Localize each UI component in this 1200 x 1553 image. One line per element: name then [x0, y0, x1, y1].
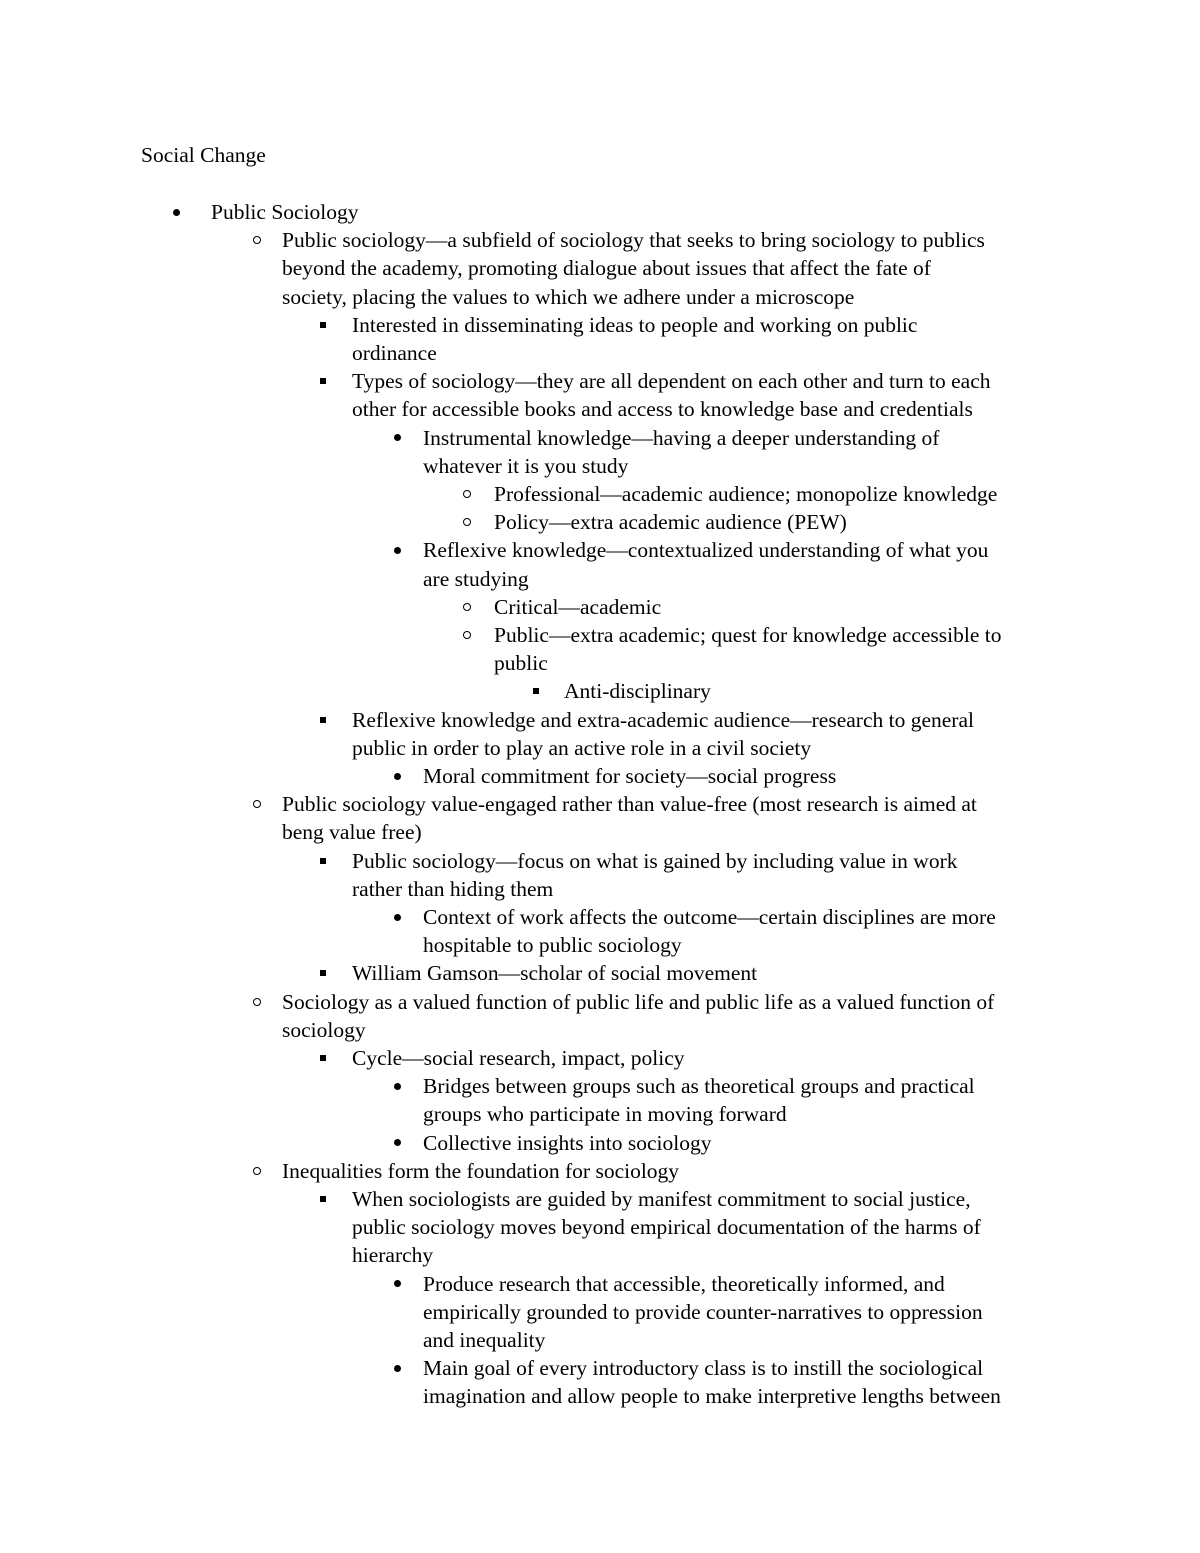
- list-item-text-line: public in order to play an active role in a civil society: [352, 735, 812, 760]
- list-item-text-line: groups who participate in moving forward: [423, 1102, 787, 1127]
- circle-icon: [459, 593, 475, 621]
- circle-icon: [249, 988, 265, 1016]
- list-item-text-line: ordinance: [352, 340, 437, 365]
- list-item-text-line: Interested in disseminating ideas to people and working on public: [352, 312, 918, 337]
- list-item: [0, 790, 1200, 846]
- document-title: Social Change: [141, 143, 266, 167]
- list-item-text-line: Reflexive knowledge and extra-academic audience—research to general: [352, 707, 974, 732]
- list-item-text-line: Main goal of every introductory class is to instill the sociological: [423, 1356, 984, 1381]
- list-item-text-line: Inequalities form the foundation for sociology: [282, 1158, 680, 1183]
- list-item-text-line: Produce research that accessible, theoretically informed, and: [423, 1271, 945, 1296]
- square-icon: [528, 677, 544, 705]
- list-item: [0, 621, 1200, 677]
- list-item-text-line: Anti-disciplinary: [564, 679, 711, 704]
- list-item-text-line: empirically grounded to provide counter-narratives to oppression: [423, 1299, 983, 1324]
- list-item-text-line: whatever it is you study: [423, 453, 629, 478]
- list-item-text-line: public sociology moves beyond empirical documentation of the harms of: [352, 1215, 981, 1240]
- list-item: [0, 762, 1200, 790]
- list-item: [0, 1185, 1200, 1270]
- list-item: [0, 677, 1200, 705]
- disc-icon: [389, 1270, 405, 1298]
- list-item-text-line: public: [494, 651, 548, 676]
- square-icon: [315, 311, 331, 339]
- list-item-text-line: Policy—extra academic audience (PEW): [494, 510, 847, 535]
- list-item-text-line: rather than hiding them: [352, 876, 554, 901]
- circle-icon: [249, 1157, 265, 1185]
- list-item: [0, 367, 1200, 423]
- list-item-text-line: hospitable to public sociology: [423, 933, 682, 958]
- list-item-text-line: Public sociology value-engaged rather than value-free (most research is aimed at: [282, 792, 977, 817]
- list-item: [0, 424, 1200, 480]
- circle-icon: [249, 226, 265, 254]
- disc-icon: [389, 1129, 405, 1157]
- list-item: [0, 1354, 1200, 1410]
- list-item: [0, 903, 1200, 959]
- list-item: [0, 1157, 1200, 1185]
- list-item-text-line: beng value free): [282, 820, 422, 845]
- disc-icon: [389, 1354, 405, 1382]
- circle-icon: [459, 480, 475, 508]
- square-icon: [315, 1185, 331, 1213]
- list-item: [0, 311, 1200, 367]
- disc-icon: [389, 1072, 405, 1100]
- circle-icon: [249, 790, 265, 818]
- list-item-text-line: Public sociology—focus on what is gained by including value in work: [352, 848, 958, 873]
- list-item: [0, 480, 1200, 508]
- list-item-text-line: Public Sociology: [211, 200, 359, 224]
- list-item-text-line: Moral commitment for society—social progress: [423, 764, 837, 788]
- list-item: [0, 1270, 1200, 1355]
- square-icon: [315, 706, 331, 734]
- list-item: [0, 1129, 1200, 1157]
- list-item: [0, 593, 1200, 621]
- list-item-text-line: are studying: [423, 566, 529, 591]
- disc-icon: [389, 536, 405, 564]
- list-item: [0, 959, 1200, 987]
- square-icon: [315, 959, 331, 987]
- list-item-text-line: beyond the academy, promoting dialogue about issues that affect the fate of: [282, 256, 931, 281]
- list-item-text-line: Reflexive knowledge—contextualized understanding of what you: [423, 538, 989, 563]
- list-item: [0, 706, 1200, 762]
- disc-icon: [389, 903, 405, 931]
- list-item-text-line: and inequality: [423, 1327, 546, 1352]
- list-item-text-line: Public sociology—a subfield of sociology that seeks to bring sociology to publics: [282, 228, 985, 253]
- list-item-text-line: sociology: [282, 1017, 366, 1042]
- disc-icon: [389, 762, 405, 790]
- list-item: [0, 226, 1200, 311]
- list-item: [0, 988, 1200, 1044]
- list-item-text-line: When sociologists are guided by manifest commitment to social justice,: [352, 1187, 971, 1211]
- list-item-text-line: Collective insights into sociology: [423, 1130, 712, 1155]
- disc-icon: [168, 198, 184, 226]
- list-item-text-line: Instrumental knowledge—having a deeper understanding of: [423, 425, 940, 450]
- list-item-text-line: hierarchy: [352, 1243, 434, 1268]
- square-icon: [315, 847, 331, 875]
- list-item-text-line: Cycle—social research, impact, policy: [352, 1046, 685, 1070]
- list-item-text-line: society, placing the values to which we adhere under a microscope: [282, 284, 855, 309]
- list-item: [0, 536, 1200, 592]
- list-item: [0, 847, 1200, 903]
- circle-icon: [459, 508, 475, 536]
- square-icon: [315, 1044, 331, 1072]
- list-item: [0, 508, 1200, 536]
- list-item: [0, 1044, 1200, 1072]
- list-item: [0, 198, 1200, 226]
- list-item-text-line: Types of sociology—they are all dependent on each other and turn to each: [352, 369, 991, 394]
- disc-icon: [389, 424, 405, 452]
- list-item-text-line: Context of work affects the outcome—certain disciplines are more: [423, 905, 996, 929]
- square-icon: [315, 367, 331, 395]
- list-item-text-line: Professional—academic audience; monopolize knowledge: [494, 482, 998, 506]
- list-item-text-line: Critical—academic: [494, 594, 662, 619]
- list-item-text-line: Public—extra academic; quest for knowledge accessible to: [494, 623, 1002, 647]
- list-item-text-line: other for accessible books and access to knowledge base and credentials: [352, 397, 973, 422]
- list-item-text-line: imagination and allow people to make interpretive lengths between: [423, 1384, 1001, 1409]
- circle-icon: [459, 621, 475, 649]
- list-item-text-line: Sociology as a valued function of public life and public life as a valued function of: [282, 989, 995, 1014]
- list-item: [0, 1072, 1200, 1128]
- list-item-text-line: Bridges between groups such as theoretical groups and practical: [423, 1074, 975, 1099]
- list-item-text-line: William Gamson—scholar of social movement: [352, 961, 758, 986]
